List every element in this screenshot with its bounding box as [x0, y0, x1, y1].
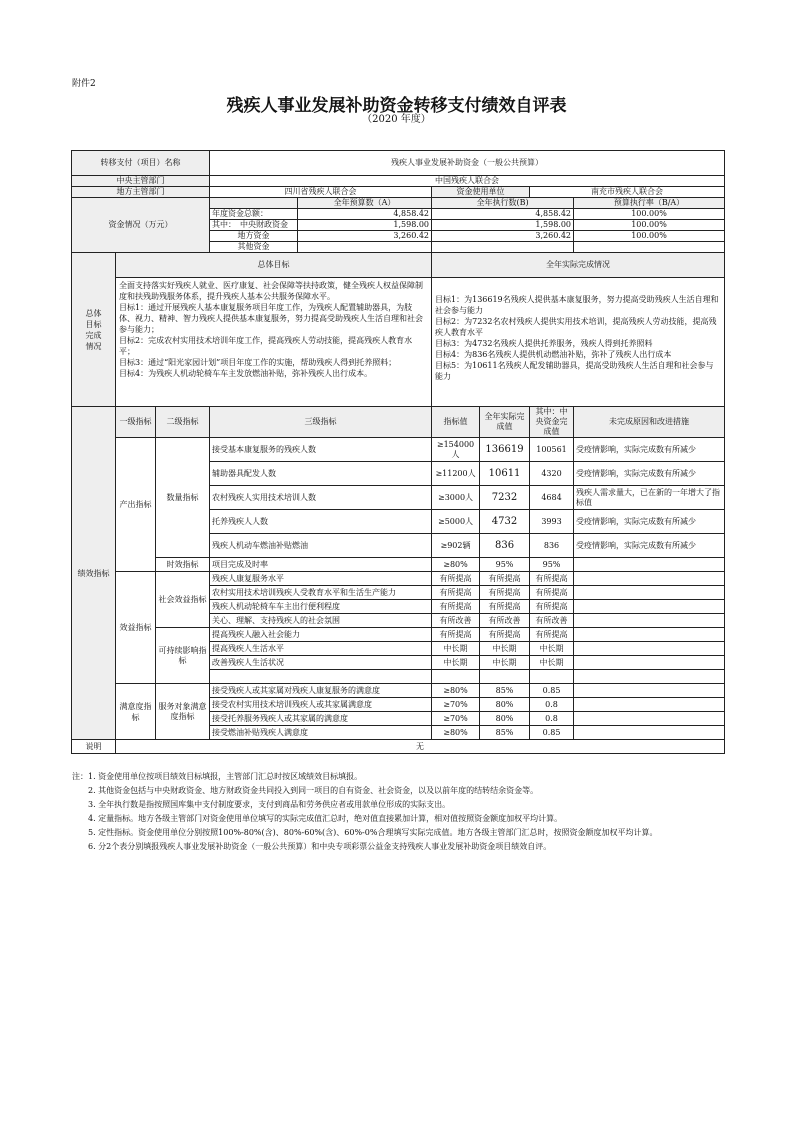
- indicator-target: 中长期: [432, 642, 480, 656]
- funds-row-rate: 100.00%: [574, 220, 725, 231]
- local-dept-row: [72, 187, 725, 198]
- indicator-row: [72, 558, 725, 572]
- indicator-central: 有所提高: [530, 628, 574, 642]
- indicator-central: 中长期: [530, 642, 574, 656]
- sustain-impact-label: 可持续影响指标: [156, 628, 210, 684]
- goals-body-row: [72, 278, 725, 407]
- indicator-central: 有所提高: [530, 572, 574, 586]
- indicator-name: 残疾人机动轮椅车车主出行便利程度: [210, 600, 432, 614]
- indicator-actual: 有所改善: [480, 614, 530, 628]
- goals-overall-text-body: 全面支持落实好残疾人就业、医疗康复、社会保障等扶持政策，健全残疾人权益保障制度和扶残助残服务体系，提升残疾人基本公共服务保障水平。 目标1：通过开展残疾人基本康复服务项目年度工作，为残疾人配置辅助器具，为肢体、视力、精神、智力残疾人提供基本康复服务，努力提高受助残疾人生活自理和社会参与能力； 目标2：完成农村实用技术培训年度工作，提高残疾人劳动技能，提高残疾人教育水平； 目标3：通过“阳光家园计划”项目年度工作的实施，帮助残疾人得到托养照料； 目标4：为残疾人机动轮椅车车主发放燃油补贴，弥补残疾人出行成本。: [119, 281, 423, 378]
- indicator-reason: [574, 628, 725, 642]
- indicator-target: [432, 670, 480, 684]
- indicator-reason: [574, 670, 725, 684]
- indicator-actual: 85%: [480, 684, 530, 698]
- indicator-actual: 有所提高: [480, 572, 530, 586]
- funds-col-exec: 全年执行数(B): [432, 198, 574, 209]
- indicator-reason: [574, 600, 725, 614]
- note-item: 注：1. 资金使用单位按项目绩效目标填报，主管部门汇总时按区域绩效目标填报。: [72, 772, 363, 781]
- user-unit-value: 南充市残疾人联合会: [530, 187, 725, 198]
- head-central: 其中：中央资金完成值: [530, 407, 574, 438]
- indicator-target: ≥70%: [432, 712, 480, 726]
- indicator-actual: 中长期: [480, 642, 530, 656]
- indicator-actual: 80%: [480, 712, 530, 726]
- indicator-reason: 受疫情影响，实际完成数有所减少: [574, 534, 725, 558]
- funds-row-label: 地方资金: [210, 231, 298, 242]
- funds-row-label: 其中： 中央财政资金: [210, 220, 298, 231]
- social-benefit-label: 社会效益指标: [156, 572, 210, 628]
- funds-row-budget: 4,858.42: [298, 209, 432, 220]
- indicator-row: [72, 684, 725, 698]
- goals-actual-text-body: 目标1：为136619名残疾人提供基本康复服务，努力提高受助残疾人生活自理和社会参与能力 目标2：为7232名农村残疾人提供实用技术培训，提高残疾人劳动技能，提高残疾人教育水平 目标3：为4732名残疾人提供托养服务，残疾人得到托养照料 目标4：为836名残疾人提供机动燃油补贴，弥补了残疾人出行成本 目标5：为10611名残疾人配发辅助器具，提高受助残疾人生活自理和社会参与能力: [435, 295, 719, 381]
- indicator-central: 有所提高: [530, 586, 574, 600]
- indicator-actual: 4732: [480, 510, 530, 534]
- head-actual: 全年实际完成值: [480, 407, 530, 438]
- indicator-actual: 有所提高: [480, 586, 530, 600]
- indicator-central: 0.85: [530, 726, 574, 740]
- timeliness-indicator-label: 时效指标: [156, 558, 210, 572]
- indicator-name: 辅助器具配发人数: [210, 462, 432, 486]
- indicators-section-label: 绩效指标: [72, 407, 116, 740]
- indicator-row: [72, 572, 725, 586]
- indicator-reason: [574, 614, 725, 628]
- satisfaction-indicator-label: 满意度指标: [116, 684, 156, 740]
- indicator-central: 0.8: [530, 712, 574, 726]
- indicator-reason: [574, 586, 725, 600]
- funds-row-rate: 100.00%: [574, 231, 725, 242]
- remark-row: [72, 740, 725, 754]
- indicator-actual: 836: [480, 534, 530, 558]
- goals-head-row: [72, 253, 725, 278]
- indicator-name: 关心、理解、支持残疾人的社会氛围: [210, 614, 432, 628]
- indicator-name: 接受残疾人或其家属对残疾人康复服务的满意度: [210, 684, 432, 698]
- indicator-reason: 残疾人需求量大，已在新的一年增大了指标值: [574, 486, 725, 510]
- indicator-actual: 95%: [480, 558, 530, 572]
- annex-label: 附件2: [72, 79, 96, 89]
- indicator-actual: 85%: [480, 726, 530, 740]
- service-satisfaction-label: 服务对象满意度指标: [156, 684, 210, 740]
- indicator-name: 提高残疾人融入社会能力: [210, 628, 432, 642]
- indicator-actual: 136619: [480, 438, 530, 462]
- page-subtitle: （2020 年度）: [362, 114, 431, 125]
- indicator-reason: [574, 726, 725, 740]
- central-dept-value: 中国残疾人联合会: [210, 176, 725, 187]
- indicator-central: 有所改善: [530, 614, 574, 628]
- goals-actual-label: 全年实际完成情况: [432, 253, 725, 278]
- funds-col-rate: 预算执行率（B/A）: [574, 198, 725, 209]
- indicator-actual: 7232: [480, 486, 530, 510]
- benefit-indicator-label: 效益指标: [116, 572, 156, 684]
- indicator-reason: [574, 572, 725, 586]
- funds-head-row: [72, 198, 725, 209]
- indicator-name: [210, 670, 432, 684]
- funds-row-rate: 100.00%: [574, 209, 725, 220]
- indicator-central: 95%: [530, 558, 574, 572]
- output-indicator-label: 产出指标: [116, 438, 156, 572]
- indicator-reason: [574, 712, 725, 726]
- indicator-reason: 受疫情影响，实际完成数有所减少: [574, 438, 725, 462]
- indicator-central: [530, 670, 574, 684]
- indicator-name: 项目完成及时率: [210, 558, 432, 572]
- notes: [72, 770, 732, 854]
- indicator-central: 836: [530, 534, 574, 558]
- head-level2: 二级指标: [156, 407, 210, 438]
- indicator-central: 中长期: [530, 656, 574, 670]
- page-title: 残疾人事业发展补助资金转移支付绩效自评表: [226, 96, 567, 116]
- indicator-target: ≥3000人: [432, 486, 480, 510]
- indicator-name: 残疾人康复服务水平: [210, 572, 432, 586]
- indicator-row: [72, 628, 725, 642]
- note-item: 2. 其他资金包括与中央财政资金、地方财政资金共同投入到同一项目的自有资金、社会资金，以及以前年度的结转结余资金等。: [72, 786, 539, 795]
- indicator-target: ≥80%: [432, 726, 480, 740]
- indicator-central: 有所提高: [530, 600, 574, 614]
- indicator-target: ≥5000人: [432, 510, 480, 534]
- indicator-name: 改善残疾人生活状况: [210, 656, 432, 670]
- note-item: 5. 定性指标。资金使用单位分别按照100%-80%(含)、80%-60%(含)、60%-0%合理填写实际完成值。地方各级主管部门汇总时，按照资金额度加权平均计算。: [72, 828, 658, 837]
- funds-row-exec: 3,260.42: [432, 231, 574, 242]
- central-dept-row: [72, 176, 725, 187]
- indicator-name: 提高残疾人生活水平: [210, 642, 432, 656]
- indicator-actual: 80%: [480, 698, 530, 712]
- funds-blank: [210, 198, 298, 209]
- indicator-name: 农村实用技术培训残疾人受教育水平和生活生产能力: [210, 586, 432, 600]
- indicator-reason: [574, 684, 725, 698]
- indicator-target: 有所提高: [432, 586, 480, 600]
- indicator-reason: [574, 698, 725, 712]
- indicator-target: ≥154000人: [432, 438, 480, 462]
- indicator-reason: 受疫情影响，实际完成数有所减少: [574, 510, 725, 534]
- indicator-reason: [574, 558, 725, 572]
- indicator-central: 3993: [530, 510, 574, 534]
- indicator-target: 有所提高: [432, 628, 480, 642]
- remark-value: 无: [116, 740, 725, 754]
- indicator-name: 农村残疾人实用技术培训人数: [210, 486, 432, 510]
- indicator-row: [72, 407, 725, 438]
- indicator-actual: 有所提高: [480, 600, 530, 614]
- funds-row-budget: 3,260.42: [298, 231, 432, 242]
- indicator-name: 接受基本康复服务的残疾人数: [210, 438, 432, 462]
- indicator-actual: 中长期: [480, 656, 530, 670]
- funds-row-exec: 1,598.00: [432, 220, 574, 231]
- goals-overall-label: 总体目标: [116, 253, 432, 278]
- evaluation-table: [71, 150, 725, 754]
- indicator-target: ≥80%: [432, 684, 480, 698]
- indicator-target: ≥11200人: [432, 462, 480, 486]
- indicator-actual: 10611: [480, 462, 530, 486]
- indicator-actual: 有所提高: [480, 628, 530, 642]
- head-reason: 未完成原因和改进措施: [574, 407, 725, 438]
- head-level1: 一级指标: [116, 407, 156, 438]
- indicator-reason: [574, 642, 725, 656]
- indicator-name: 残疾人机动车燃油补贴燃油: [210, 534, 432, 558]
- indicator-name: 接受农村实用技术培训残疾人或其家属满意度: [210, 698, 432, 712]
- funds-row-budget: 1,598.00: [298, 220, 432, 231]
- goals-overall-text: [116, 278, 432, 407]
- funds-row-exec: 4,858.42: [432, 209, 574, 220]
- head-level3: 三级指标: [210, 407, 432, 438]
- local-dept-value: 四川省残疾人联合会: [210, 187, 432, 198]
- indicator-target: 有所提高: [432, 572, 480, 586]
- funds-row-rate: [574, 242, 725, 253]
- funds-row-label: 其他资金: [210, 242, 298, 253]
- note-item: 6. 分2个表分别填报残疾人事业发展补助资金（一般公共预算）和中央专项彩票公益金支持残疾人事业发展补助资金项目绩效自评。: [72, 842, 552, 851]
- note-item: 4. 定量指标。地方各级主管部门对资金使用单位填写的实际完成值汇总时，绝对值直接累加计算，相对值按照资金额度加权平均计算。: [72, 814, 563, 823]
- indicator-reason: 受疫情影响，实际完成数有所减少: [574, 462, 725, 486]
- head-target: 指标值: [432, 407, 480, 438]
- project-value: 残疾人事业发展补助资金（一般公共预算）: [210, 151, 725, 176]
- indicator-reason: [574, 656, 725, 670]
- indicator-target: ≥902辆: [432, 534, 480, 558]
- quantity-indicator-label: 数量指标: [156, 438, 210, 558]
- funds-row-exec: [432, 242, 574, 253]
- local-dept-label: 地方主管部门: [72, 187, 210, 198]
- indicator-actual: [480, 670, 530, 684]
- indicator-target: 有所提高: [432, 600, 480, 614]
- indicator-row: [72, 438, 725, 462]
- goals-section-label: 总体目标完成情况: [72, 253, 116, 407]
- central-dept-label: 中央主管部门: [72, 176, 210, 187]
- project-row: [72, 151, 725, 176]
- goals-actual-text: [432, 278, 725, 407]
- indicator-name: 托养残疾人人数: [210, 510, 432, 534]
- indicator-central: 4684: [530, 486, 574, 510]
- funds-row-budget: [298, 242, 432, 253]
- indicator-central: 100561: [530, 438, 574, 462]
- note-item: 3. 全年执行数是指按照国库集中支付制度要求，支付到商品和劳务供应者或用款单位形成的实际支出。: [72, 800, 451, 809]
- remark-label: 说明: [72, 740, 116, 754]
- indicator-target: ≥70%: [432, 698, 480, 712]
- funds-section-label: 资金情况（万元）: [72, 198, 210, 253]
- indicator-name: 接受托养服务残疾人或其家属的满意度: [210, 712, 432, 726]
- indicator-central: 0.8: [530, 698, 574, 712]
- indicator-name: 接受燃油补贴残疾人满意度: [210, 726, 432, 740]
- funds-col-budget: 全年预算数（A）: [298, 198, 432, 209]
- indicator-central: 4320: [530, 462, 574, 486]
- indicator-central: 0.85: [530, 684, 574, 698]
- user-unit-label: 资金使用单位: [432, 187, 530, 198]
- funds-row-label: 年度资金总额：: [210, 209, 298, 220]
- project-label: 转移支付（项目）名称: [72, 151, 210, 176]
- indicator-target: 中长期: [432, 656, 480, 670]
- indicator-target: ≥80%: [432, 558, 480, 572]
- indicator-target: 有所改善: [432, 614, 480, 628]
